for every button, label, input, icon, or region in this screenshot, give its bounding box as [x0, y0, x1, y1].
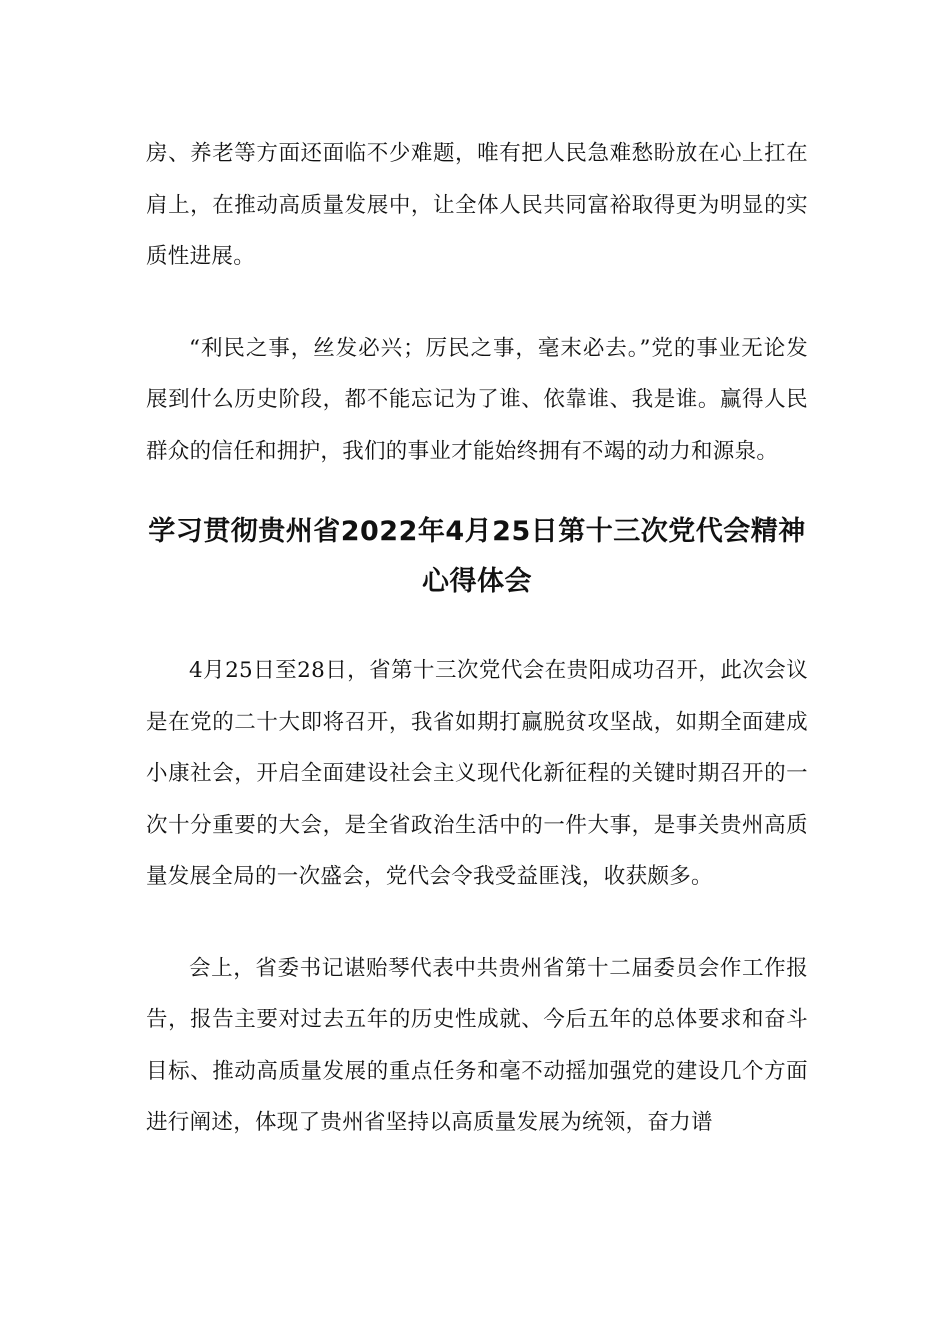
paragraph-gap	[146, 903, 808, 943]
paragraph-congress-intro: 4月25日至28日，省第十三次党代会在贵阳成功召开，此次会议是在党的二十大即将召开，我省如期打赢脱贫攻坚战，如期全面建成小康社会，开启全面建设社会主义现代化新征程的关键时期召开的一次十分重要的大会，是全省政治生活中的一件大事，是事关贵州高质量发展全局的一次盛会，党代会令我受益匪浅，收获颇多。	[146, 658, 808, 889]
document-page	[146, 128, 808, 1149]
paragraph-gap	[146, 283, 808, 323]
paragraph-continuation: 房、养老等方面还面临不少难题，唯有把人民急难愁盼放在心上扛在肩上，在推动高质量发展中，让全体人民共同富裕取得更为明显的实质性进展。	[146, 141, 808, 269]
paragraph-report: 会上，省委书记谌贻琴代表中共贵州省第十二届委员会作工作报告，报告主要对过去五年的历史性成就、今后五年的总体要求和奋斗目标、推动高质量发展的重点任务和毫不动摇加强党的建设几个方面进行阐述，体现了贵州省坚持以高质量发展为统领，奋力谱	[146, 955, 808, 1135]
paragraph-gap	[146, 607, 808, 645]
paragraph-gap	[146, 477, 808, 507]
section-title: 学习贯彻贵州省2022年4月25日第十三次党代会精神心得体会	[148, 516, 806, 597]
paragraph-quote: “利民之事，丝发必兴；厉民之事，毫末必去。”党的事业无论发展到什么历史阶段，都不能忘记为了谁、依靠谁、我是谁。赢得人民群众的信任和拥护，我们的事业才能始终拥有不竭的动力和源泉。	[146, 335, 808, 464]
